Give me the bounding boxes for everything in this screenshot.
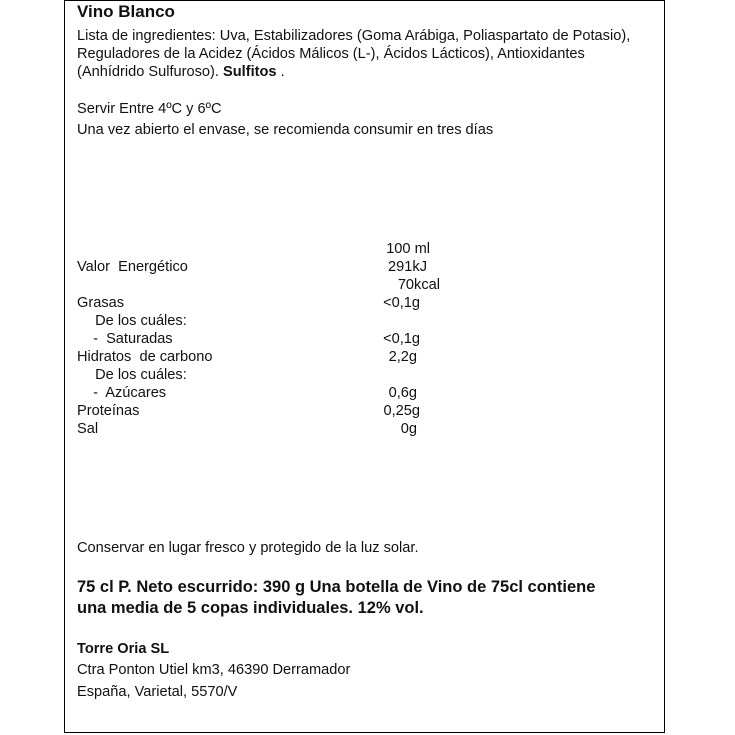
producer-details: España, Varietal, 5570/V — [77, 684, 238, 700]
nutrition-unit-header: 100 ml — [386, 241, 430, 257]
ingredients-list — [77, 27, 637, 81]
product-title: Vino Blanco — [77, 2, 175, 21]
storage-note: Conservar en lugar fresco y protegido de la luz solar. — [77, 540, 419, 556]
nutrition-row-label: - Saturadas — [85, 331, 173, 347]
serving-consume-note: Una vez abierto el envase, se recomienda consumir en tres días — [77, 122, 494, 138]
nutrition-row-label: Hidratos de carbono — [77, 349, 213, 365]
nutrition-row-value: 291kJ — [388, 259, 427, 275]
nutrition-row-label: Grasas — [77, 295, 125, 311]
nutrition-row-label: - Azúcares — [85, 385, 167, 401]
nutrition-row-label: De los cuáles: — [87, 313, 187, 329]
nutrition-row-value: 2,2g — [388, 349, 417, 365]
nutrition-row-value: 0,6g — [388, 385, 417, 401]
nutrition-row-value: <0,1g — [383, 331, 420, 347]
nutrition-row-value: 0g — [400, 421, 417, 437]
nutrition-row-label: Proteínas — [77, 403, 140, 419]
nutrition-row-label: De los cuáles: — [87, 367, 187, 383]
producer-address: Ctra Ponton Utiel km3, 46390 Derramador — [77, 662, 351, 678]
nutrition-row-value: 70kcal — [397, 277, 440, 293]
serving-temperature: Servir Entre 4ºC y 6ºC — [77, 101, 222, 117]
nutrition-row-label: Valor Energético — [77, 259, 188, 275]
producer-name: Torre Oria SL — [77, 641, 170, 657]
allergen-sulfitos: Sulfitos — [223, 64, 277, 80]
ingredients-text: Lista de ingredientes: Uva, Estabilizadores (Goma Arábiga, Poliaspartato de Potasio), Reguladores de la Acidez (Ácidos Málicos (L-), Ácidos Lácticos), Antioxidantes (Anhídrido Sulfuroso). — [77, 28, 631, 80]
nutrition-row-label: Sal — [77, 421, 99, 437]
volume-line-2: una media de 5 copas individuales. 12% vol. — [77, 599, 424, 617]
ingredients-end: . — [276, 64, 285, 80]
nutrition-row-value: <0,1g — [383, 295, 420, 311]
nutrition-row-value: 0,25g — [383, 403, 420, 419]
volume-line-1: 75 cl P. Neto escurrido: 390 g Una botella de Vino de 75cl contiene — [77, 578, 596, 596]
